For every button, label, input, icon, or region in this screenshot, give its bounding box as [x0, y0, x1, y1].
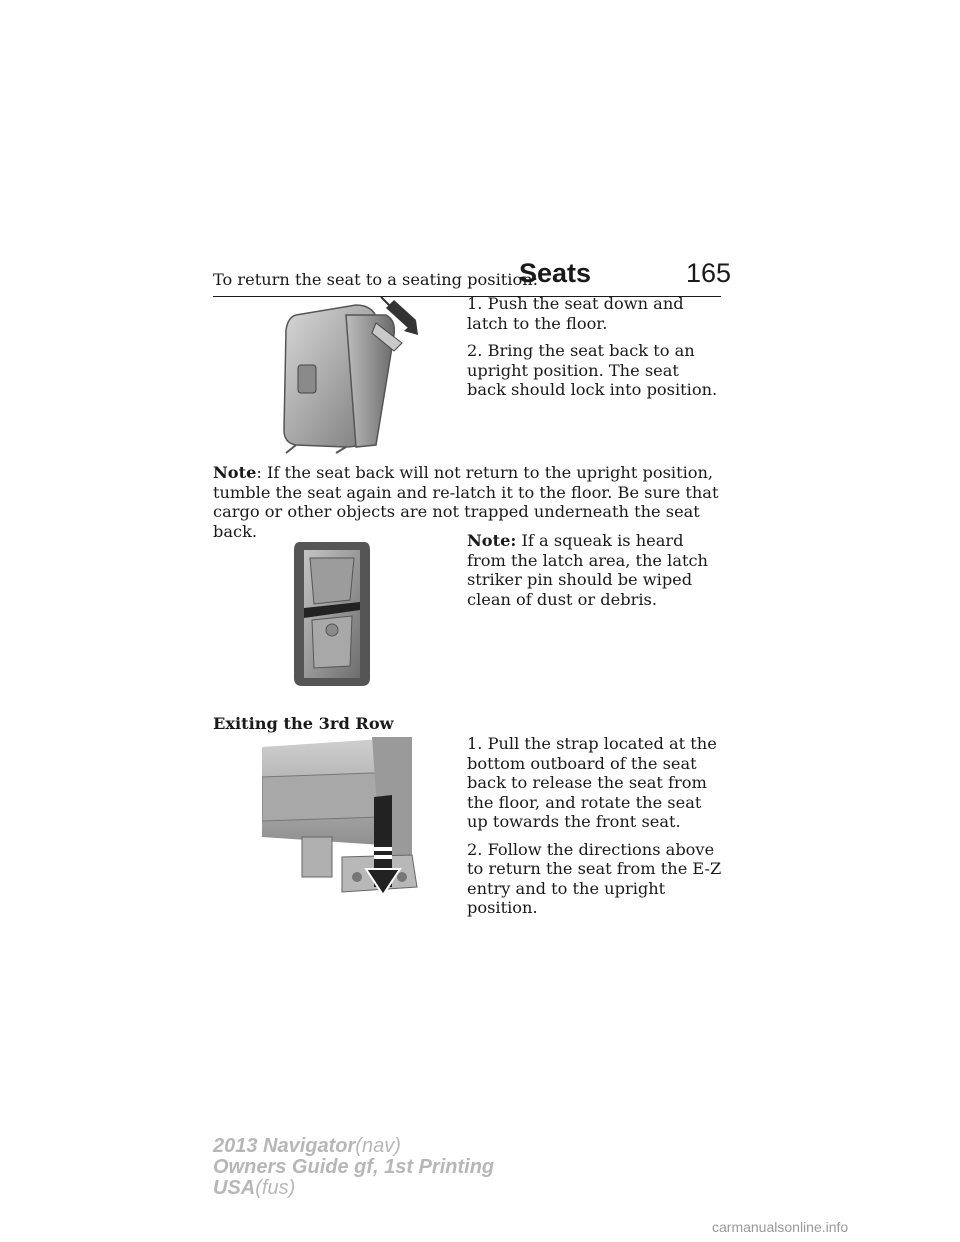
intro-text: To return the seat to a seating position:	[213, 270, 539, 289]
exit-heading: Exiting the 3rd Row	[213, 714, 394, 733]
return-steps	[467, 294, 722, 400]
note-squeak-body: If a squeak is heard from the latch area, the latch striker pin should be wiped clean of dust or debris.	[467, 531, 708, 609]
note-tumble	[213, 463, 723, 541]
exit-step-1: 1. Pull the strap located at the bottom outboard of the seat back to release the seat from the floor, and rotate the seat up towards the front seat.	[467, 734, 717, 831]
section-title: Seats	[518, 258, 592, 288]
return-step-2: 2. Bring the seat back to an upright position. The seat back should lock into position.	[467, 341, 718, 399]
footer-region: USA	[213, 1177, 256, 1199]
latch-illustration	[290, 538, 374, 690]
exit-step-2: 2. Follow the directions above to return the seat from the E-Z entry and to the upright position.	[467, 839, 722, 917]
exit-steps	[467, 734, 722, 918]
note-squeak-label: Note:	[467, 531, 517, 550]
footer-line-3	[213, 1178, 494, 1199]
page-number: 165	[686, 258, 732, 288]
footer-model-code: (nav)	[355, 1135, 401, 1157]
document-footer	[213, 1136, 494, 1199]
note-body: : If the seat back will not return to the upright position, tumble the seat again and re-latch it to the floor. Be sure that cargo or other objects are not trapped underneath the seat back.	[213, 463, 719, 541]
return-step-1: 1. Push the seat down and latch to the floor.	[467, 294, 684, 333]
note-squeak	[467, 531, 722, 609]
footer-line-2: Owners Guide gf, 1st Printing	[213, 1156, 495, 1178]
strap-release-illustration	[262, 737, 420, 897]
footer-line-1	[213, 1136, 494, 1157]
watermark: carmanualsonline.info	[712, 1219, 849, 1235]
seat-return-illustration	[276, 295, 426, 455]
note-label: Note	[213, 463, 257, 482]
footer-model: 2013 Navigator	[213, 1135, 356, 1157]
footer-region-code: (fus)	[255, 1177, 296, 1199]
